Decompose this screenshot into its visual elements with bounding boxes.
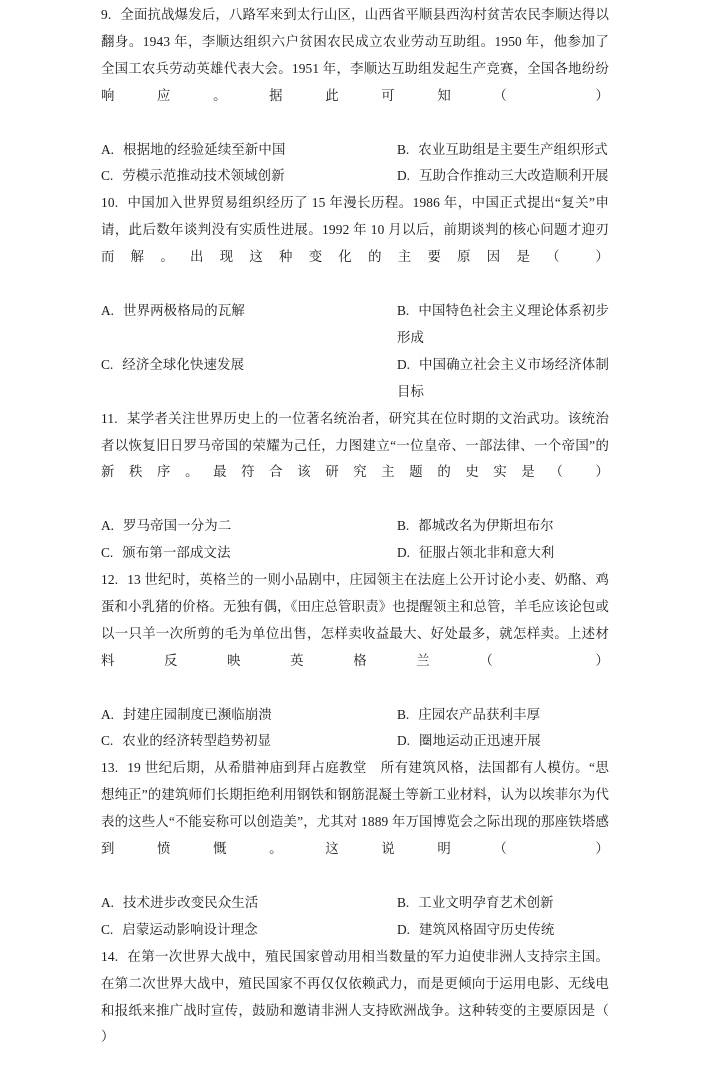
question-9-stem: [101, 2, 609, 137]
option-c-text: 启蒙运动影响设计理念: [122, 921, 258, 937]
question-11: [101, 406, 609, 567]
option-a-label: A.: [101, 894, 115, 910]
option-d-label: D.: [397, 733, 411, 749]
question-12-options: [101, 702, 609, 756]
option-b-text: 都城改名为伊斯坦布尔: [418, 518, 554, 534]
option-d[interactable]: [397, 917, 609, 944]
option-a[interactable]: [101, 702, 397, 729]
question-11-text: 某学者关注世界历史上的一位著名统治者，研究其在位时期的文治武功。该统治者以恢复旧日罗马帝国的荣耀为己任，力图建立“一位皇帝、一部法律、一个帝国”的新秩序。最符合该研究主题的史实是（ ）: [101, 410, 609, 480]
option-d-text: 互助合作推动三大改造顺利开展: [419, 168, 609, 184]
option-a-text: 封建庄园制度已濒临崩溃: [123, 706, 272, 722]
option-row-cd: [101, 917, 609, 944]
question-10: [101, 190, 609, 405]
option-b[interactable]: [397, 702, 609, 729]
option-d-text: 征服占领北非和意大利: [419, 545, 555, 561]
option-d-label: D.: [397, 921, 411, 937]
option-c[interactable]: [101, 352, 397, 379]
option-d-label: D.: [397, 168, 411, 184]
option-b-text: 庄园农产品获利丰厚: [418, 706, 541, 722]
question-10-options: [101, 298, 609, 406]
option-b-label: B.: [397, 518, 410, 534]
question-12-text: 13 世纪时，英格兰的一则小品剧中，庄园领主在法庭上公开讨论小麦、奶酪、鸡蛋和小乳猪的价格。无独有偶，《田庄总管职责》也提醒领主和总管，羊毛应该论包或以一只羊一次所剪的毛为单位出售，怎样卖收益最大、好处最多，就怎样卖。上述材料反映英格兰（ ）: [101, 572, 609, 668]
option-c-label: C.: [101, 545, 114, 561]
option-a-text: 罗马帝国一分为二: [123, 518, 232, 534]
option-b[interactable]: [397, 137, 609, 164]
question-11-options: [101, 513, 609, 567]
option-d-text: 建筑风格固守历史传统: [419, 921, 555, 937]
option-row-cd: [101, 163, 609, 190]
option-b[interactable]: [397, 298, 609, 352]
option-c-label: C.: [101, 168, 114, 184]
option-a-text: 技术进步改变民众生活: [123, 894, 259, 910]
option-b-label: B.: [397, 141, 410, 157]
option-a-text: 根据地的经验延续至新中国: [123, 141, 286, 157]
option-d[interactable]: [397, 352, 609, 406]
question-10-number: 10.: [101, 195, 119, 211]
option-d-label: D.: [397, 545, 411, 561]
option-row-cd: [101, 352, 609, 406]
option-a-label: A.: [101, 141, 115, 157]
option-c[interactable]: [101, 728, 397, 755]
option-c-text: 农业的经济转型趋势初显: [122, 733, 272, 749]
option-d-text: 圈地运动正迅速开展: [419, 733, 541, 749]
question-9-options: [101, 137, 609, 191]
question-13-text: 19 世纪后期，从希腊神庙到拜占庭教堂 所有建筑风格，法国都有人模仿。“思想纯正”的建筑师们长期拒绝利用钢铁和钢筋混凝土等新工业材料，认为以埃菲尔为代表的这些人“不能妄称可以创造美”，尤其对 1889 年万国博览会之际出现的那座铁塔感到愤慨。这说明（ ）: [101, 760, 609, 857]
question-12-number: 12.: [101, 572, 119, 588]
question-11-stem: [101, 406, 609, 514]
question-12-stem: [101, 567, 609, 702]
option-a[interactable]: [101, 513, 397, 540]
option-c-text: 经济全球化快速发展: [122, 356, 245, 372]
option-a[interactable]: [101, 137, 397, 164]
option-b-text: 中国特色社会主义理论体系初步形成: [397, 302, 609, 345]
option-c[interactable]: [101, 917, 397, 944]
option-b-text: 工业文明孕育艺术创新: [418, 894, 554, 910]
question-list: [101, 0, 609, 1078]
option-a-label: A.: [101, 518, 115, 534]
option-d[interactable]: [397, 163, 609, 190]
question-14-stem: [101, 944, 609, 1078]
option-c-text: 劳模示范推动技术领域创新: [122, 168, 285, 184]
option-a-label: A.: [101, 302, 115, 318]
option-row-ab: [101, 137, 609, 164]
question-9: [101, 2, 609, 190]
option-d[interactable]: [397, 728, 609, 755]
option-a[interactable]: [101, 298, 397, 325]
option-b-label: B.: [397, 894, 410, 910]
option-row-cd: [101, 728, 609, 755]
option-c-label: C.: [101, 921, 114, 937]
option-a-label: A.: [101, 706, 115, 722]
option-row-ab: [101, 890, 609, 917]
question-12: [101, 567, 609, 755]
option-c-text: 颁布第一部成文法: [122, 545, 231, 561]
question-14-text: 在第一次世界大战中，殖民国家曾动用相当数量的军力迫使非洲人支持宗主国。在第二次世界大战中，殖民国家不再仅仅依赖武力，而是更倾向于运用电影、无线电和报纸来推广战时宣传，鼓励和邀请非洲人支持欧洲战争。这种转变的主要原因是（ ）: [101, 948, 609, 1045]
option-c[interactable]: [101, 540, 397, 567]
question-14: [101, 944, 609, 1078]
option-b[interactable]: [397, 890, 609, 917]
question-11-number: 11.: [101, 410, 118, 426]
question-13-options: [101, 890, 609, 944]
option-b[interactable]: [397, 513, 609, 540]
option-c-label: C.: [101, 733, 114, 749]
question-10-stem: [101, 190, 609, 298]
option-d-text: 中国确立社会主义市场经济体制目标: [397, 356, 609, 399]
option-a-text: 世界两极格局的瓦解: [123, 302, 245, 318]
option-c-label: C.: [101, 356, 114, 372]
option-row-ab: [101, 298, 609, 352]
option-b-text: 农业互助组是主要生产组织形式: [418, 141, 608, 157]
question-13-number: 13.: [101, 760, 119, 776]
option-a[interactable]: [101, 890, 397, 917]
question-13: [101, 755, 609, 943]
option-row-cd: [101, 540, 609, 567]
option-c[interactable]: [101, 163, 397, 190]
option-row-ab: [101, 702, 609, 729]
option-d-label: D.: [397, 356, 411, 372]
question-9-number: 9.: [101, 7, 112, 22]
question-14-number: 14.: [101, 948, 119, 964]
option-b-label: B.: [397, 706, 410, 722]
question-10-text: 中国加入世界贸易组织经历了 15 年漫长历程。1986 年，中国正式提出“复关”申请，此后数年谈判没有实质性进展。1992 年 10 月以后，前期谈判的核心问题才迎刃而解。出现这种变化的主要原因是（ ）: [101, 195, 609, 265]
option-d[interactable]: [397, 540, 609, 567]
option-row-ab: [101, 513, 609, 540]
option-b-label: B.: [397, 302, 410, 318]
question-13-stem: [101, 755, 609, 890]
question-9-text: 全面抗战爆发后，八路军来到太行山区，山西省平顺县西沟村贫苦农民李顺达得以翻身。1943 年，李顺达组织六户贫困农民成立农业劳动互助组。1950 年，他参加了全国工农兵劳动英雄代表大会。1951 年，李顺达互助组发起生产竞赛，全国各地纷纷响应。据此可知（ ）: [101, 7, 609, 103]
